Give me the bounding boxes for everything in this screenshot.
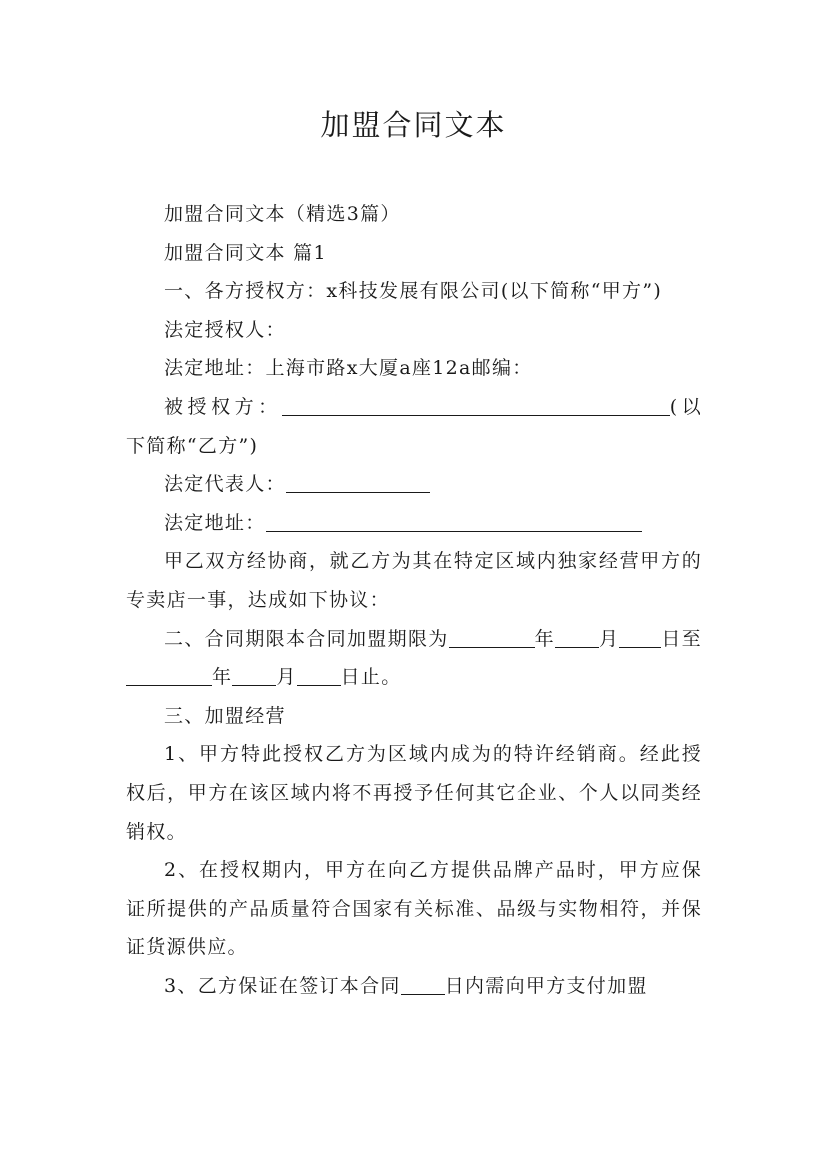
- clause-3-text-a: 3、乙方保证在签订本合同: [164, 974, 401, 997]
- paragraph-clause-1: 1、甲方特此授权乙方为区域内成为的特许经销商。经此授权后，甲方在该区域内将不再授予任何其它企业、个人以同类经销权。: [126, 743, 702, 843]
- end-day-unit: 日止。: [340, 666, 402, 689]
- start-month-blank: [555, 628, 599, 648]
- paragraph-licensee: [126, 388, 702, 465]
- end-year-blank: [126, 666, 212, 686]
- end-month-unit: 月: [276, 666, 297, 689]
- clause-3-days-blank: [401, 975, 445, 995]
- paragraph-clause-3: [126, 967, 702, 1006]
- paragraph-franchise-heading: 三、加盟经营: [164, 704, 286, 727]
- start-year-unit: 年: [534, 627, 555, 650]
- paragraph-contract-term: [126, 620, 702, 697]
- start-month-unit: 月: [598, 627, 620, 650]
- paragraph-legal-representative: [126, 465, 702, 504]
- representative-blank: [286, 473, 430, 493]
- licensee-label: 被授权方：: [164, 395, 282, 418]
- licensee-suffix: (以下简称“乙方”): [126, 395, 702, 457]
- end-day-blank: [297, 666, 341, 686]
- document-title: 加盟合同文本: [320, 108, 507, 142]
- address-b-label: 法定地址：: [164, 511, 266, 534]
- clause-3-text-b: 日内需向甲方支付加盟: [444, 974, 648, 997]
- licensee-blank: [282, 396, 670, 416]
- paragraph-agreement-intro: 甲乙双方经协商，就乙方为其在特定区域内独家经营甲方的专卖店一事，达成如下协议：: [126, 550, 702, 611]
- representative-label: 法定代表人：: [164, 473, 286, 496]
- end-year-unit: 年: [212, 666, 233, 689]
- paragraph-section-heading: 加盟合同文本 篇1: [164, 241, 327, 264]
- paragraph-legal-address-b: [126, 504, 702, 543]
- document-body: [126, 195, 702, 1005]
- paragraph-parties: 一、各方授权方：x科技发展有限公司(以下简称“甲方”): [164, 280, 663, 303]
- paragraph-legal-address-a: 法定地址：上海市路x大厦a座12a邮编：: [164, 357, 533, 380]
- paragraph-subtitle: 加盟合同文本（精选3篇）: [164, 203, 401, 225]
- term-label: 二、合同期限本合同加盟期限为: [164, 627, 449, 650]
- address-b-blank: [266, 512, 642, 532]
- end-month-blank: [232, 666, 276, 686]
- paragraph-clause-2: 2、在授权期内，甲方在向乙方提供品牌产品时，甲方应保证所提供的产品质量符合国家有关标准、品级与实物相符，并保证货源供应。: [126, 859, 702, 959]
- start-year-blank: [449, 628, 535, 648]
- start-day-blank: [619, 628, 661, 648]
- paragraph-legal-authorizer: 法定授权人：: [164, 318, 286, 341]
- start-day-unit: 日至: [661, 627, 702, 650]
